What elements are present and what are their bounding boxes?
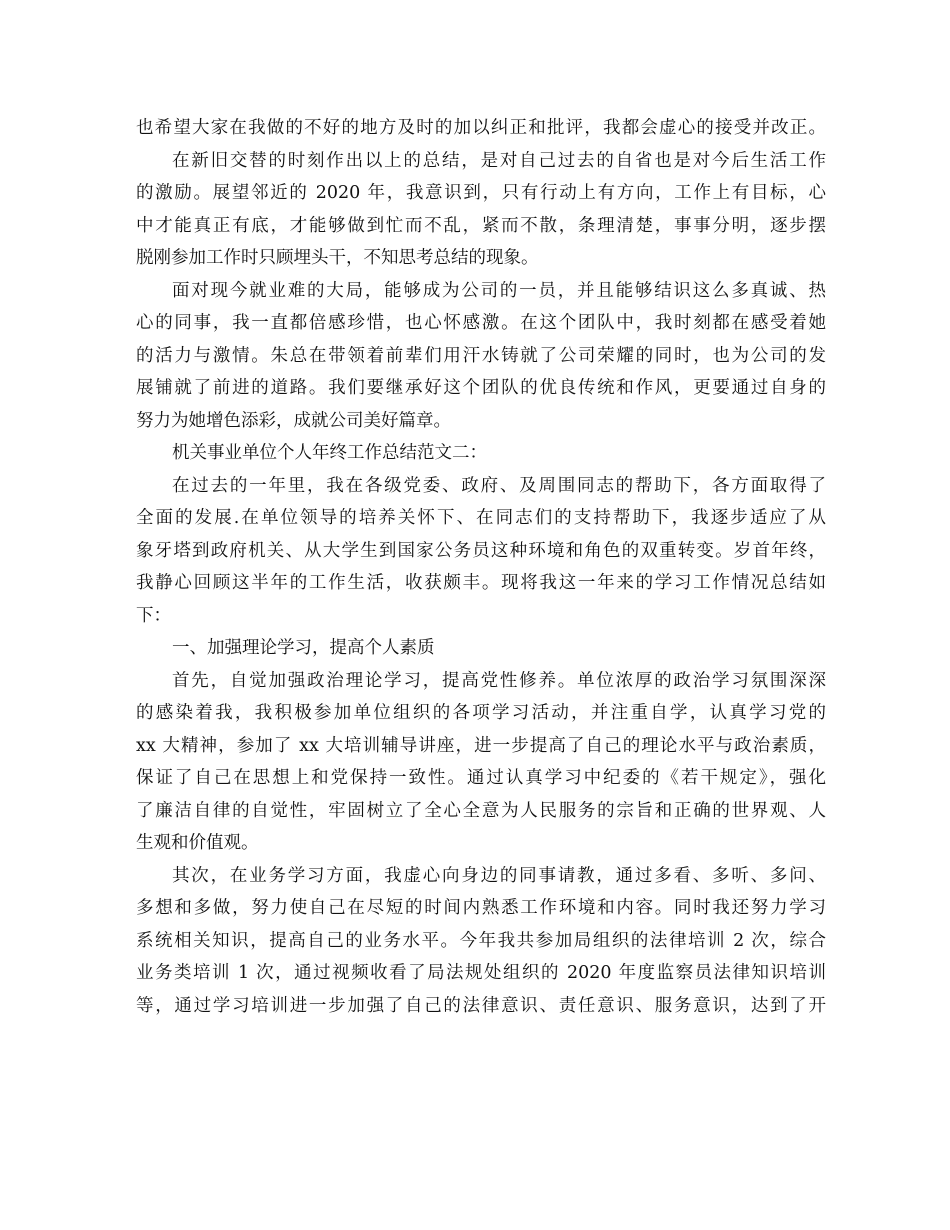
document-body bbox=[136, 112, 826, 1022]
body-line: 多想和多做，努力使自己在尽短的时间内熟悉工作环境和内容。同时我还努力学习 bbox=[136, 898, 826, 918]
body-line: 努力为她增色添彩，成就公司美好篇章。 bbox=[136, 410, 451, 431]
body-line: 脱刚参加工作时只顾埋头干，不知思考总结的现象。 bbox=[136, 248, 539, 268]
body-line: 系统相关知识，提高自己的业务水平。今年我共参加局组织的法律培训 2 次，综合 bbox=[136, 930, 826, 951]
paragraph-first-line: 首先，自觉加强政治理论学习，提高党性修养。单位浓厚的政治学习氛围深深 bbox=[172, 670, 826, 691]
body-line: 象牙塔到政府机关、从大学生到国家公务员这种环境和角色的双重转变。岁首年终， bbox=[136, 540, 826, 561]
paragraph-first-line: 面对现今就业难的大局，能够成为公司的一员，并且能够结识这么多真诚、热 bbox=[172, 280, 826, 301]
paragraph-first-line: 其次，在业务学习方面，我虚心向身边的同事请教，通过多看、多听、多问、 bbox=[172, 865, 826, 886]
body-line: 也希望大家在我做的不好的地方及时的加以纠正和批评，我都会虚心的接受并改正。 bbox=[136, 118, 826, 138]
body-line: 全面的发展.在单位领导的培养关怀下、在同志们的支持帮助下，我逐步适应了从 bbox=[136, 508, 826, 528]
body-line: 保证了自己在思想上和党保持一致性。通过认真学习中纪委的《若干规定》，强化 bbox=[136, 768, 826, 788]
body-line: 业务类培训 1 次，通过视频收看了局法规处组织的 2020 年度监察员法律知识培训 bbox=[136, 963, 826, 983]
body-line: 的感染着我，我积极参加单位组织的各项学习活动，并注重自学，认真学习党的 bbox=[136, 703, 826, 723]
body-line: 下： bbox=[136, 605, 171, 626]
subsection-heading: 一、加强理论学习，提高个人素质 bbox=[172, 638, 435, 658]
body-line: 心的同事，我一直都倍感珍惜，也心怀感激。在这个团队中，我时刻都在感受着她 bbox=[136, 313, 826, 333]
body-line: 展铺就了前进的道路。我们要继承好这个团队的优良传统和作风，更要通过自身的 bbox=[136, 378, 826, 398]
paragraph-first-line: 在过去的一年里，我在各级党委、政府、及周围同志的帮助下，各方面取得了 bbox=[172, 475, 826, 496]
paragraph-first-line: 在新旧交替的时刻作出以上的总结，是对自己过去的自省也是对今后生活工作 bbox=[172, 150, 826, 171]
body-line: 的激励。展望邻近的 2020 年，我意识到，只有行动上有方向，工作上有目标，心 bbox=[136, 183, 826, 203]
body-line: 了廉洁自律的自觉性，牢固树立了全心全意为人民服务的宗旨和正确的世界观、人 bbox=[136, 800, 826, 821]
body-line: 的活力与激情。朱总在带领着前辈们用汗水铸就了公司荣耀的同时，也为公司的发 bbox=[136, 345, 826, 366]
body-line: xx 大精神，参加了 xx 大培训辅导讲座，进一步提高了自己的理论水平与政治素质， bbox=[136, 735, 826, 756]
section-heading: 机关事业单位个人年终工作总结范文二： bbox=[172, 443, 487, 463]
body-line: 我静心回顾这半年的工作生活，收获颇丰。现将我这一年来的学习工作情况总结如 bbox=[136, 573, 826, 593]
body-line: 中才能真正有底，才能够做到忙而不乱，紧而不散，条理清楚，事事分明，逐步摆 bbox=[136, 215, 826, 236]
body-line: 等，通过学习培训进一步加强了自己的法律意识、责任意识、服务意识，达到了开 bbox=[136, 995, 826, 1016]
body-line: 生观和价值观。 bbox=[136, 833, 259, 853]
